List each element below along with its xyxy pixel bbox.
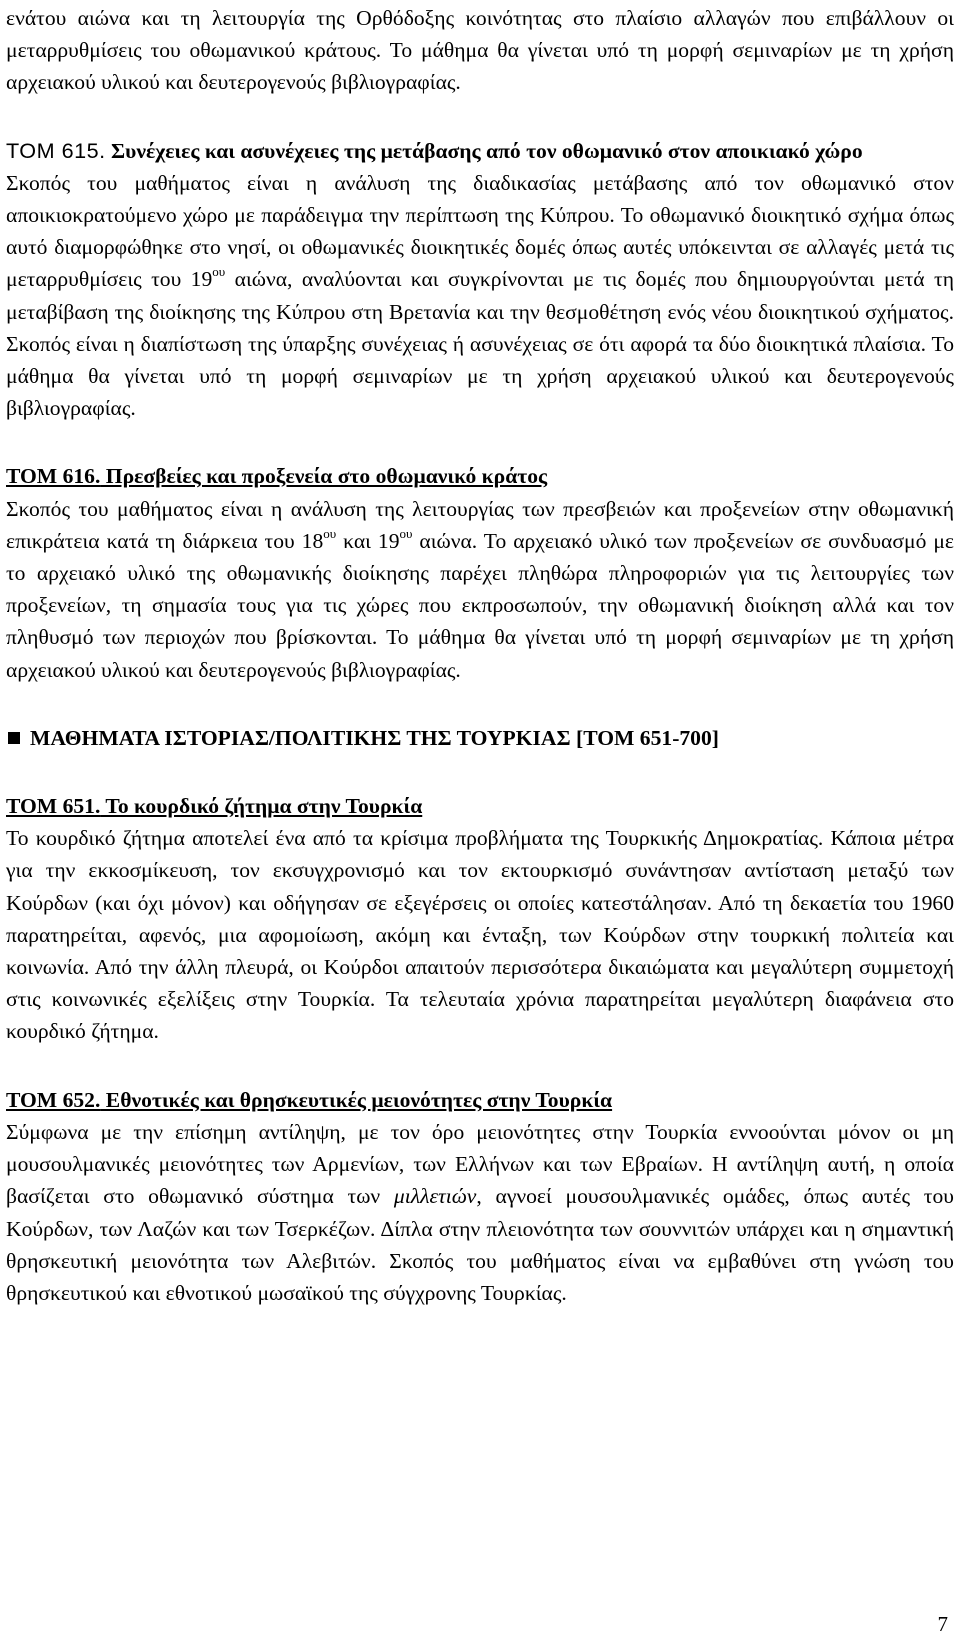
course-description: Σύμφωνα με την επίσημη αντίληψη, με τον όρο μειονότητες στην Τουρκία εννοούνται μόνον οι μη μουσουλμανικές μειονότητες των Αρμενίων, των Ελλήνων και των Εβραίων. Η αντίληψη αυτή, η οποία βασίζεται στο οθωμανικό σύστημα των [6, 1119, 954, 1209]
course-tom651 [6, 790, 954, 1048]
course-title: Πρεσβείες και προξενεία στο οθωμανικό κράτος [100, 464, 548, 489]
page-number: 7 [937, 1612, 948, 1636]
course-code: ΤΟΜ 651. [6, 794, 101, 819]
course-code: ΤΟΜ 616. [6, 464, 101, 489]
intro-paragraph: ενάτου αιώνα και τη λειτουργία της Ορθόδοξης κοινότητας στο πλαίσιο αλλαγών που επιβάλλουν οι μεταρρυθμίσεις του οθωμανικού κράτους. Το μάθημα θα γίνεται υπό τη μορφή σεμιναρίων με τη χρήση αρχειακού υλικού και δευτερογενούς βιβλιογραφίας. [6, 6, 954, 95]
course-description-cont2: αιώνα. Το αρχειακό υλικό των προξενείων σε συνδυασμό με το αρχειακό υλικό της οθωμανικής διοίκησης παρέχει πληθώρα πληροφοριών για τις λειτουργίες των προξενείων, τη σημασία τους για τις χώρες που εκπροσωπούν, την οθωμανική διοίκηση αλλά και τον πληθυσμό των περιοχών που βρίσκονται. Το μάθημα θα γίνεται υπό τη μορφή σεμιναρίων με τη χρήση αρχειακού υλικού και δευτερογενούς βιβλιογραφίας. [6, 528, 954, 682]
course-title: Το κουρδικό ζήτημα στην Τουρκία [100, 794, 423, 819]
course-description: Σκοπός του μαθήματος είναι η ανάλυση της λειτουργίας των πρεσβειών και προξενείων στην οθωμανική επικράτεια κατά τη διάρκεια του 18 [6, 496, 954, 553]
course-tom616 [6, 460, 954, 685]
square-bullet-icon [8, 732, 20, 744]
superscript: ου [323, 525, 337, 541]
course-title: Εθνοτικές και θρησκευτικές μειονότητες στην Τουρκία [100, 1087, 613, 1112]
course-description-cont: αιώνα, αναλύονται και συγκρίνονται με τις δομές που δημιουργούνται μετά τη μεταβίβαση της διοίκησης της Κύπρου στη Βρετανία και την θεσμοθέτηση ενός νέου διοικητικού σχήματος. Σκοπός είναι η διαπίστωση της ύπαρξης συνέχειας ή ασυνέχειας σε ότι αφορά τα δύο διοικητικά πλαίσια. Το μάθημα θα γίνεται υπό τη μορφή σεμιναρίων με τη χρήση αρχειακού υλικού και δευτερογενούς βιβλιογραφίας. [6, 267, 954, 421]
course-description-cont: και 19 [336, 528, 400, 553]
course-code: ΤΟΜ 652. [6, 1087, 101, 1112]
course-description: Το κουρδικό ζήτημα αποτελεί ένα από τα κρίσιμα προβλήματα της Τουρκικής Δημοκρατίας. Κάποια μέτρα για την εκκοσμίκευση, τον εκσυγχρονισμό και τον εκτουρκισμό συνάντησαν αντίσταση μεταξύ των Κούρδων (και όχι μόνον) και οδήγησαν σε εξεγέρσεις οι οποίες κατεστάλησαν. Από τη δεκαετία του 1960 παρατηρείται, αφενός, μια αφομοίωση, ακόμη και ένταξη, των Κούρδων στην τουρκική πολιτεία και κοινωνία. Από την άλλη πλευρά, οι Κούρδοι απαιτούν περισσότερα δικαιώματα και μεγαλύτερη συμμετοχή στις κοινωνικές εξελίξεις στην Τουρκία. Τα τελευταία χρόνια παρατηρείται μεγαλύτερη διαφάνεια στο κουρδικό ζήτημα. [6, 826, 954, 1044]
course-description: Σκοπός του μαθήματος είναι η ανάλυση της διαδικασίας μετάβασης από τον οθωμανικό στον αποικιοκρατούμενο χώρο με παράδειγμα την περίπτωση της Κύπρου. Το οθωμανικό διοικητικό σχήμα όπως αυτό διαμορφώθηκε στο νησί, οι οθωμανικές διοικητικές δομές όπως αυτές υπόκεινται σε αλλαγές μετά τις μεταρρυθμίσεις του 19 [6, 170, 954, 292]
superscript: ου [399, 525, 413, 541]
course-code: ΤΟΜ 615. [6, 137, 106, 163]
course-description-cont: , αγνοεί μουσουλμανικές ομάδες, όπως αυτές του Κούρδων, των Λαζών και των Τσερκέζων. Δίπλα στην πλειονότητα των σουννιτών υπάρχει και η σημαντική θρησκευτική μειονότητα των Αλεβιτών. Σκοπός του μαθήματος είναι να εμβαθύνει στη γνώση του θρησκευτικού και εθνοτικού μωσαϊκού της σύγχρονης Τουρκίας. [6, 1184, 954, 1305]
section-heading-text: ΜΑΘΗΜΑΤΑ ΙΣΤΟΡΙΑΣ/ΠΟΛΙΤΙΚΗΣ ΤΗΣ ΤΟΥΡΚΙΑΣ [ΤΟΜ 651-700] [30, 725, 719, 750]
superscript: ου [212, 264, 226, 280]
course-tom615 [6, 135, 954, 425]
italic-term: μιλλετιών [393, 1184, 477, 1209]
course-title: Συνέχειες και ασυνέχειες της μετάβασης από τον οθωμανικό στον αποικιακό χώρο [105, 138, 863, 163]
page-content [6, 2, 954, 1309]
course-tom652 [6, 1084, 954, 1309]
section-heading [6, 722, 954, 754]
